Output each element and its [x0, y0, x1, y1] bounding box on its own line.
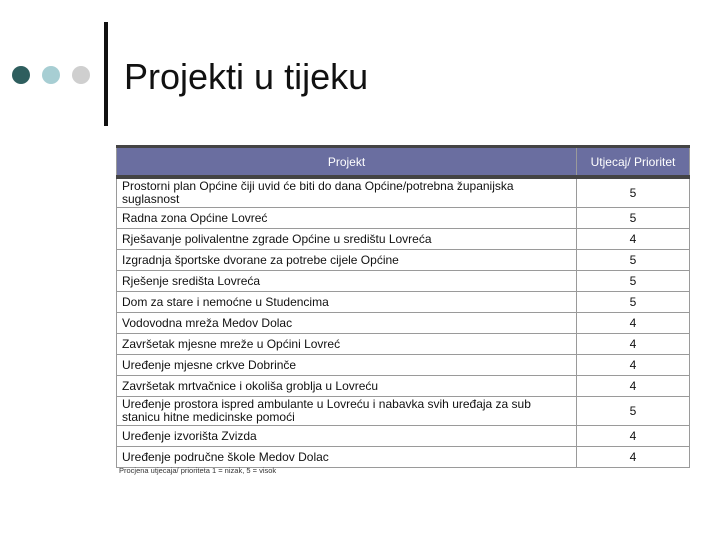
footnote: Procjena utjecaja/ prioriteta 1 = nizak, 5 = visok — [119, 466, 277, 475]
table-row — [117, 447, 690, 468]
table-row — [117, 250, 690, 271]
impact-value: 4 — [577, 313, 690, 334]
slide-title: Projekti u tijeku — [124, 56, 369, 97]
table-row — [117, 376, 690, 397]
table-row — [117, 397, 690, 426]
project-name: Uređenje izvorišta Zvizda — [117, 426, 577, 447]
table-row — [117, 313, 690, 334]
project-name: Radna zona Općine Lovreć — [117, 208, 577, 229]
project-name: Uređenje područne škole Medov Dolac — [117, 447, 577, 468]
project-name: Prostorni plan Općine čiji uvid će biti do dana Općine/potrebna županijska suglasnost — [117, 177, 577, 208]
impact-value: 5 — [577, 208, 690, 229]
project-name: Uređenje mjesne crkve Dobrinče — [117, 355, 577, 376]
impact-value: 5 — [577, 271, 690, 292]
header-impact: Utjecaj/ Prioritet — [577, 147, 690, 178]
table-row — [117, 271, 690, 292]
dot-gray — [72, 66, 90, 84]
project-name: Uređenje prostora ispred ambulante u Lovreću i nabavka svih uređaja za sub stanicu hitne medicinske pomoći — [117, 397, 577, 426]
table-row — [117, 292, 690, 313]
impact-value: 5 — [577, 292, 690, 313]
impact-value: 4 — [577, 334, 690, 355]
table-header-row — [117, 147, 690, 178]
impact-value: 4 — [577, 229, 690, 250]
project-name: Završetak mrtvačnice i okoliša groblja u Lovreću — [117, 376, 577, 397]
impact-value: 4 — [577, 426, 690, 447]
impact-value: 4 — [577, 447, 690, 468]
project-name: Vodovodna mreža Medov Dolac — [117, 313, 577, 334]
table-row — [117, 355, 690, 376]
project-name: Rješenje središta Lovreća — [117, 271, 577, 292]
title-divider — [104, 22, 108, 126]
projects-table — [116, 145, 690, 468]
header-project: Projekt — [117, 147, 577, 178]
project-name: Završetak mjesne mreže u Općini Lovreć — [117, 334, 577, 355]
impact-value: 5 — [577, 250, 690, 271]
project-name: Rješavanje polivalentne zgrade Općine u središtu Lovreća — [117, 229, 577, 250]
dot-dark — [12, 66, 30, 84]
project-name: Izgradnja športske dvorane za potrebe cijele Općine — [117, 250, 577, 271]
dot-light-blue — [42, 66, 60, 84]
table-row — [117, 334, 690, 355]
table-row — [117, 177, 690, 208]
table-row — [117, 229, 690, 250]
impact-value: 4 — [577, 376, 690, 397]
table-row — [117, 426, 690, 447]
impact-value: 5 — [577, 177, 690, 208]
impact-value: 5 — [577, 397, 690, 426]
project-name: Dom za stare i nemoćne u Studencima — [117, 292, 577, 313]
table-row — [117, 208, 690, 229]
impact-value: 4 — [577, 355, 690, 376]
